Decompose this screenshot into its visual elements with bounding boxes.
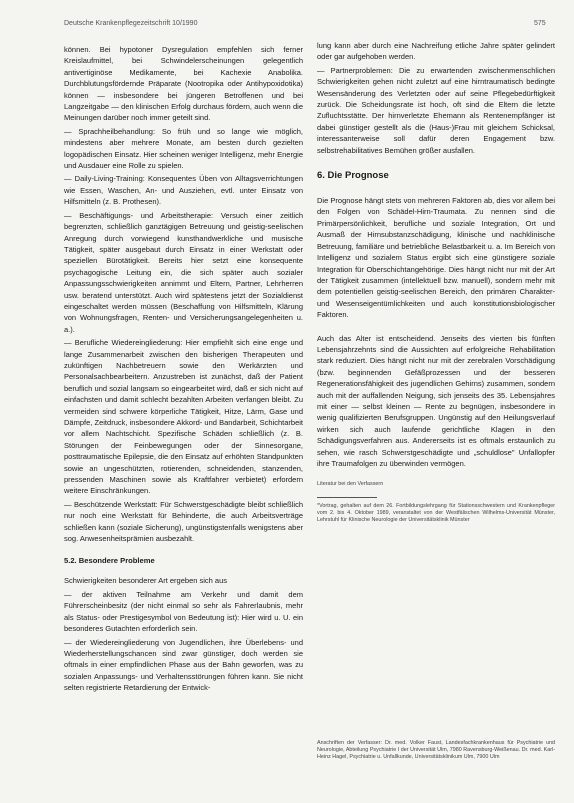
body-paragraph: Auch das Alter ist entscheidend. Jenseits des vierten bis fünften Lebensjahrzehnts sind die Aussichten auf erfolgreiche Rehabilitation stark reduziert. Dies hängt nicht nur mit der zerebralen Vorschädigung (bzw. beginnenden Gefäßprozessen und der besseren Regenerationsfähigkeit des jugendlichen Gehirns) zusammen, sondern auch mit der auffallenden Neigung, sich jenseits des 35. Lebensjahres mit einer — selbst kleinen — Rente zu begnügen, insbesondere in wenig qualifizierten Berufsgruppen. Ungünstig auf den Heilungsverlauf wirken sich auch laufende gerichtliche Klagen in den Schädigungsverfahren aus. Andererseits ist es oftmals erstaunlich zu sehen, wie rasch Schwerstgeschädigte und „schuldlose" Unfallopfer ihre Traumafolgen zu überwinden vermögen. xyxy=(317,333,555,468)
body-paragraph: Die Prognose hängt stets von mehreren Faktoren ab, dies vor allem bei den Folgen von Schädel-Hirn-Traumata. Zu nennen sind die Primärpersönlichkeit, berufliche und soziale Integration, Ort und Ausmaß der Hirnsubstanzschädigung, klinische und nachklinische Betreuung, familiäre und betriebliche Belastbarkeit u. a. Im Bereich von Intelligenz und sozialem Status ergibt sich eine günstigere soziale Integration für Oberschichtangehörige. Dies hängt nicht nur mit der Art der Tätigkeit zusammen (intellektuell bzw. manuell), sondern mehr mit dem potentiellen geistig-seelischen Bereich, den primären Charakter- und Wesenseigentümlichkeiten und auch konstitutionsbiologischer Faktoren. xyxy=(317,196,555,320)
body-paragraph: — der aktiven Teilnahme am Verkehr und damit dem Führerscheinbesitz (der nicht einmal so sehr als Fahrerlaubnis, mehr als Status- oder Prestigesymbol von Bedeutung ist): Hier wird u. U. ein besonderes Gutachten erforderlich sein. xyxy=(64,589,303,634)
body-paragraph: — Partnerproblemen: Die zu erwartenden zwischenmenschlichen Schwierigkeiten gehen nicht zuletzt auf eine hirntraumatisch bedingte Wesensänderung des Verletzten oder auf seine Pflegebedürftigkeit zurück. Die Scheidungsrate ist hoch, oft sind die Eltern die letzte Zufluchtsstätte. Der hirnverletzte Ehemann als Rentenempfänger ist dabei günstiger gestellt als die (Haus-)Frau mit gleichem Schicksal, interessanterweise soll dafür deren Engagement bzw. selbstrehabilitatives Bemühen größer ausfallen. xyxy=(317,65,555,155)
author-address: Anschriften der Verfasser: Dr. med. Volker Faust, Landesfachkrankenhaus für Psychiatrie und Neurologie, Abteilung Psychiatrie I der Universität Ulm, 7980 Ravensburg-Weißenau. Dr. med. Karl-Heinz Hagel, Psychiatrie u. Unfallkunde, Universitätsklinikum Ulm, 7900 Ulm xyxy=(317,740,555,761)
body-paragraph: — der Wiedereingliederung von Jugendlichen, ihre Überlebens- und Wiederherstellungschancen sind zwar günstiger, doch werden sie oftmals in einer empfindlichen Phase aus der Bahn geworfen, was zu sozialen Anpassungs- und Verhaltensstörungen führen kann. Sie nicht selten registrierte Retardierung der Entwick- xyxy=(64,637,303,693)
body-paragraph: können. Bei hypotoner Dysregulation empfehlen sich ferner Kreislaufmittel, bei Schwindelerscheinungen gelegentlich antivertiginöse Medikamente, bei Kachexie Anabolika. Durchblutungsfördernde Präparate (Nootropika oder Antihypoxidotika) können — insbesondere bei jüngeren Betroffenen und bei Langzeitgabe — den klinischen Erfolg durchaus fördern, auch wenn die Meinungen darüber noch immer geteilt sind. xyxy=(64,45,303,123)
footnote-divider xyxy=(317,497,377,498)
literature-note: Literatur bei den Verfassern xyxy=(317,481,384,488)
section-heading: 6. Die Prognose xyxy=(317,170,389,182)
body-paragraph: Schwierigkeiten besonderer Art ergeben sich aus xyxy=(64,576,228,586)
author-address-box xyxy=(317,740,555,764)
right-column xyxy=(317,40,555,526)
body-paragraph: — Beschäftigungs- und Arbeitstherapie: Versuch einer zeitlich begrenzten, schließlich ganztägigen Betreuung und geistig-seelischen Anregung durch vorwiegend kunsthandwerkliche und musische Tätigkeit, später ausgebaut durch Einsatz in einer Werkstatt oder speziellen Bürotätigkeit. Bereits hier setzt eine konsequente psychagogische Leitung ein, die sich später auch sozialer Anpassungsschwierigkeiten annimmt und Eltern, Partner, Lehrherren usw. beratend unterstützt. Auch wird spätestens jetzt der Sozialdienst eingeschaltet werden müssen (Beschaffung von Hilfsmitteln, Klärung von Wohnungsfragen, Renten- und Versicherungsangelegenheiten u. a.). xyxy=(64,210,303,334)
left-column xyxy=(64,44,303,696)
body-paragraph: — Berufliche Wiedereingliederung: Hier empfiehlt sich eine enge und lange Zusammenarbeit zwischen den bisherigen Therapeuten und zukünftigen Nachbetreuern sowie den Werkärzten und Personalsachbearbeitern. Anzustreben ist zunächst, daß der Patient beruflich und sozial langsam so eingearbeitet wird, daß er sich nicht auf einfachsten und damit schlecht bezahlten Arbeiten verfangen bleibt. Zu vermeiden sind schwere körperliche Tätigkeit, Hitze, Lärm, Gase und Dämpfe, Zeitdruck, insbesondere Akkord- und Bandarbeit, Schichtarbeit vor allem Nachtschicht. Spezifische Schäden schließlich (z. B. Störungen der Feinbewegungen oder der Sinnesorgane, posttraumatische Epilepsie, die den Einsatz auf erhöhten Standpunkten sowie an ungeschützten, rotierenden, schneidenden, stanzenden, pressenden Maschinen sowie als Kraftfahrer verbietet) erfordern weitere Einschränkungen. xyxy=(64,338,303,496)
body-paragraph: — Beschützende Werkstatt: Für Schwerstgeschädigte bleibt schließlich nur noch eine Werkstatt für Behinderte, die auch Arbeitsverträge schließen kann (soziale Sicherung), ungünstigstenfalls wenigstens aber sog. Anwesenheitsprämien ausbezahlt. xyxy=(64,499,303,544)
page-number: 575 xyxy=(534,20,546,27)
footnote: *Vortrag, gehalten auf dem 26. Fortbildungslehrgang für Stationsschwestern und Krankenpfleger vom 2. bis 4. Oktober 1989, veranstaltet von der Westfälischen Wilhelms-Universität Münster, Lehrstuhl für Klinische Neurologie der Universitätsklinik Münster xyxy=(317,502,555,524)
journal-header: Deutsche Krankenpflegezeitschrift 10/1990 xyxy=(64,20,198,27)
body-paragraph: — Daily-Living-Training: Konsequentes Üben von Alltagsverrichtungen wie Essen, Waschen, An- und Ausziehen, evtl. unter Einsatz von Hilfsmitteln (z. B. Prothesen). xyxy=(64,174,303,207)
body-paragraph: — Sprachheilbehandlung: So früh und so lange wie möglich, mindestens aber mehrere Monate, am besten durch gezielten logopädischen Einsatz. Hier scheinen weniger Intelligenz, mehr Energie und Ausdauer eine Rolle zu spielen. xyxy=(64,126,303,171)
body-paragraph: lung kann aber durch eine Nachreifung etliche Jahre später gelindert oder gar aufgehoben werden. xyxy=(317,41,555,62)
section-heading: 5.2. Besondere Probleme xyxy=(64,556,155,566)
